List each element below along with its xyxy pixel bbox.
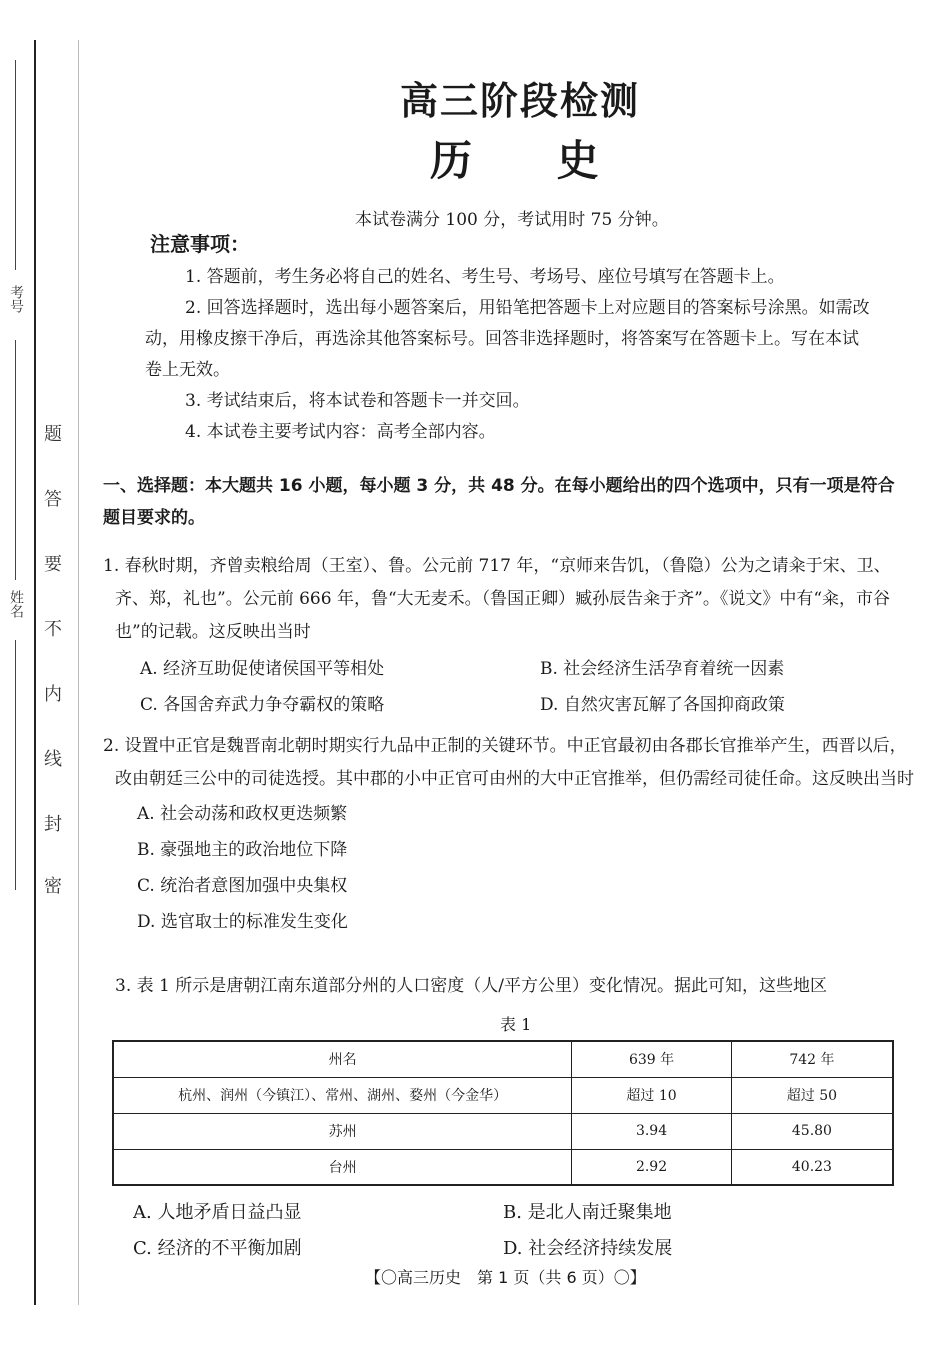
seal-char: 封 xyxy=(42,810,64,836)
question-2 xyxy=(103,730,915,940)
margin-fill-line xyxy=(15,60,16,270)
table-cell: 40.23 xyxy=(731,1149,893,1185)
notice-title: 注意事项： xyxy=(150,232,250,256)
subject-title: 历 史 xyxy=(430,136,599,185)
table-cell: 超过 50 xyxy=(731,1077,893,1113)
table-header-cell: 州名 xyxy=(113,1041,572,1077)
option-b[interactable]: B. 豪强地主的政治地位下降 xyxy=(137,840,348,860)
notice-list xyxy=(145,262,870,448)
question-1 xyxy=(103,550,915,723)
margin-label-exam-number: 考号 xyxy=(8,285,24,313)
option-d[interactable]: D. 选官取士的标准发生变化 xyxy=(137,912,348,932)
seal-char: 密 xyxy=(42,872,64,898)
question-3-options xyxy=(133,1195,873,1267)
table-cell: 苏州 xyxy=(113,1113,572,1149)
seal-char: 线 xyxy=(42,745,64,771)
option-b[interactable]: B. 是北人南迁聚集地 xyxy=(503,1202,672,1223)
seal-char: 题 xyxy=(42,420,64,446)
binding-margin xyxy=(0,0,80,1345)
question-options xyxy=(140,651,915,723)
table-cell: 3.94 xyxy=(572,1113,732,1149)
option-a[interactable]: A. 经济互助促使诸侯国平等相处 xyxy=(140,659,385,679)
seal-char: 要 xyxy=(42,550,64,576)
seal-char: 不 xyxy=(42,615,64,641)
question-3-stem: 3. 表 1 所示是唐朝江南东道部分州的人口密度（人/平方公里）变化情况。据此可知，这些地区 xyxy=(115,976,827,996)
option-d[interactable]: D. 自然灾害瓦解了各国抑商政策 xyxy=(540,695,785,715)
option-a[interactable]: A. 社会动荡和政权更迭频繁 xyxy=(137,804,348,824)
table-cell: 2.92 xyxy=(572,1149,732,1185)
table-cell: 45.80 xyxy=(731,1113,893,1149)
margin-fill-line xyxy=(15,340,16,580)
option-c[interactable]: C. 各国舍弃武力争夺霸权的策略 xyxy=(140,695,385,715)
table-header-cell: 639 年 xyxy=(572,1041,732,1077)
notice-item: 3. 考试结束后，将本试卷和答题卡一并交回。 xyxy=(185,391,530,411)
question-stem: 2. 设置中正官是魏晋南北朝时期实行九品中正制的关键环节。中正官最初由各郡长官推举产生，西晋以后，改由朝廷三公中的司徒选授。其中郡的小中正官可由州的大中正官推举，但仍需经司徒任命。这反映出当时 xyxy=(103,736,914,789)
table-caption: 表 1 xyxy=(500,1015,532,1034)
question-options xyxy=(137,796,915,940)
table-row xyxy=(113,1077,893,1113)
option-a[interactable]: A. 人地矛盾日益凸显 xyxy=(133,1202,302,1223)
notice-item: 4. 本试卷主要考试内容：高考全部内容。 xyxy=(185,422,496,442)
margin-label-name: 姓名 xyxy=(8,590,24,618)
option-d[interactable]: D. 社会经济持续发展 xyxy=(503,1238,673,1259)
margin-border-line xyxy=(34,40,36,1305)
table-cell: 台州 xyxy=(113,1149,572,1185)
population-density-table xyxy=(112,1040,894,1186)
margin-inner-line xyxy=(78,40,79,1305)
table-row xyxy=(113,1113,893,1149)
exam-intro: 本试卷满分 100 分，考试用时 75 分钟。 xyxy=(355,210,669,230)
seal-char: 内 xyxy=(42,680,64,706)
table-row xyxy=(113,1149,893,1185)
exam-title: 高三阶段检测 xyxy=(400,79,641,123)
margin-fill-line xyxy=(15,640,16,890)
question-stem: 1. 春秋时期，齐曾卖粮给周（王室）、鲁。公元前 717 年，“京师来告饥，（鲁隐）公为之请籴于宋、卫、齐、郑，礼也”。公元前 666 年，鲁“大无麦禾。（鲁国正卿）臧孙辰告籴于齐”。《说文》中有“籴，市谷也”的记载。这反映出当时 xyxy=(103,556,891,642)
table-header-cell: 742 年 xyxy=(731,1041,893,1077)
notice-item: 1. 答题前，考生务必将自己的姓名、考生号、考场号、座位号填写在答题卡上。 xyxy=(185,267,785,287)
section-heading: 一、选择题：本大题共 16 小题，每小题 3 分，共 48 分。在每小题给出的四个选项中，只有一项是符合题目要求的。 xyxy=(103,476,895,528)
option-b[interactable]: B. 社会经济生活孕育着统一因素 xyxy=(540,659,785,679)
seal-char: 答 xyxy=(42,485,64,511)
table-cell: 杭州、润州（今镇江）、常州、湖州、婺州（今金华） xyxy=(113,1077,572,1113)
option-c[interactable]: C. 统治者意图加强中央集权 xyxy=(137,876,348,896)
page-footer: 【〇高三历史 第 1 页（共 6 页）〇】 xyxy=(365,1268,646,1287)
notice-item: 2. 回答选择题时，选出每小题答案后，用铅笔把答题卡上对应题目的答案标号涂黑。如需改动，用橡皮擦干净后，再选涂其他答案标号。回答非选择题时，将答案写在答题卡上。写在本试卷上无效。 xyxy=(145,298,870,380)
table-header-row xyxy=(113,1041,893,1077)
option-c[interactable]: C. 经济的不平衡加剧 xyxy=(133,1238,302,1259)
table-cell: 超过 10 xyxy=(572,1077,732,1113)
